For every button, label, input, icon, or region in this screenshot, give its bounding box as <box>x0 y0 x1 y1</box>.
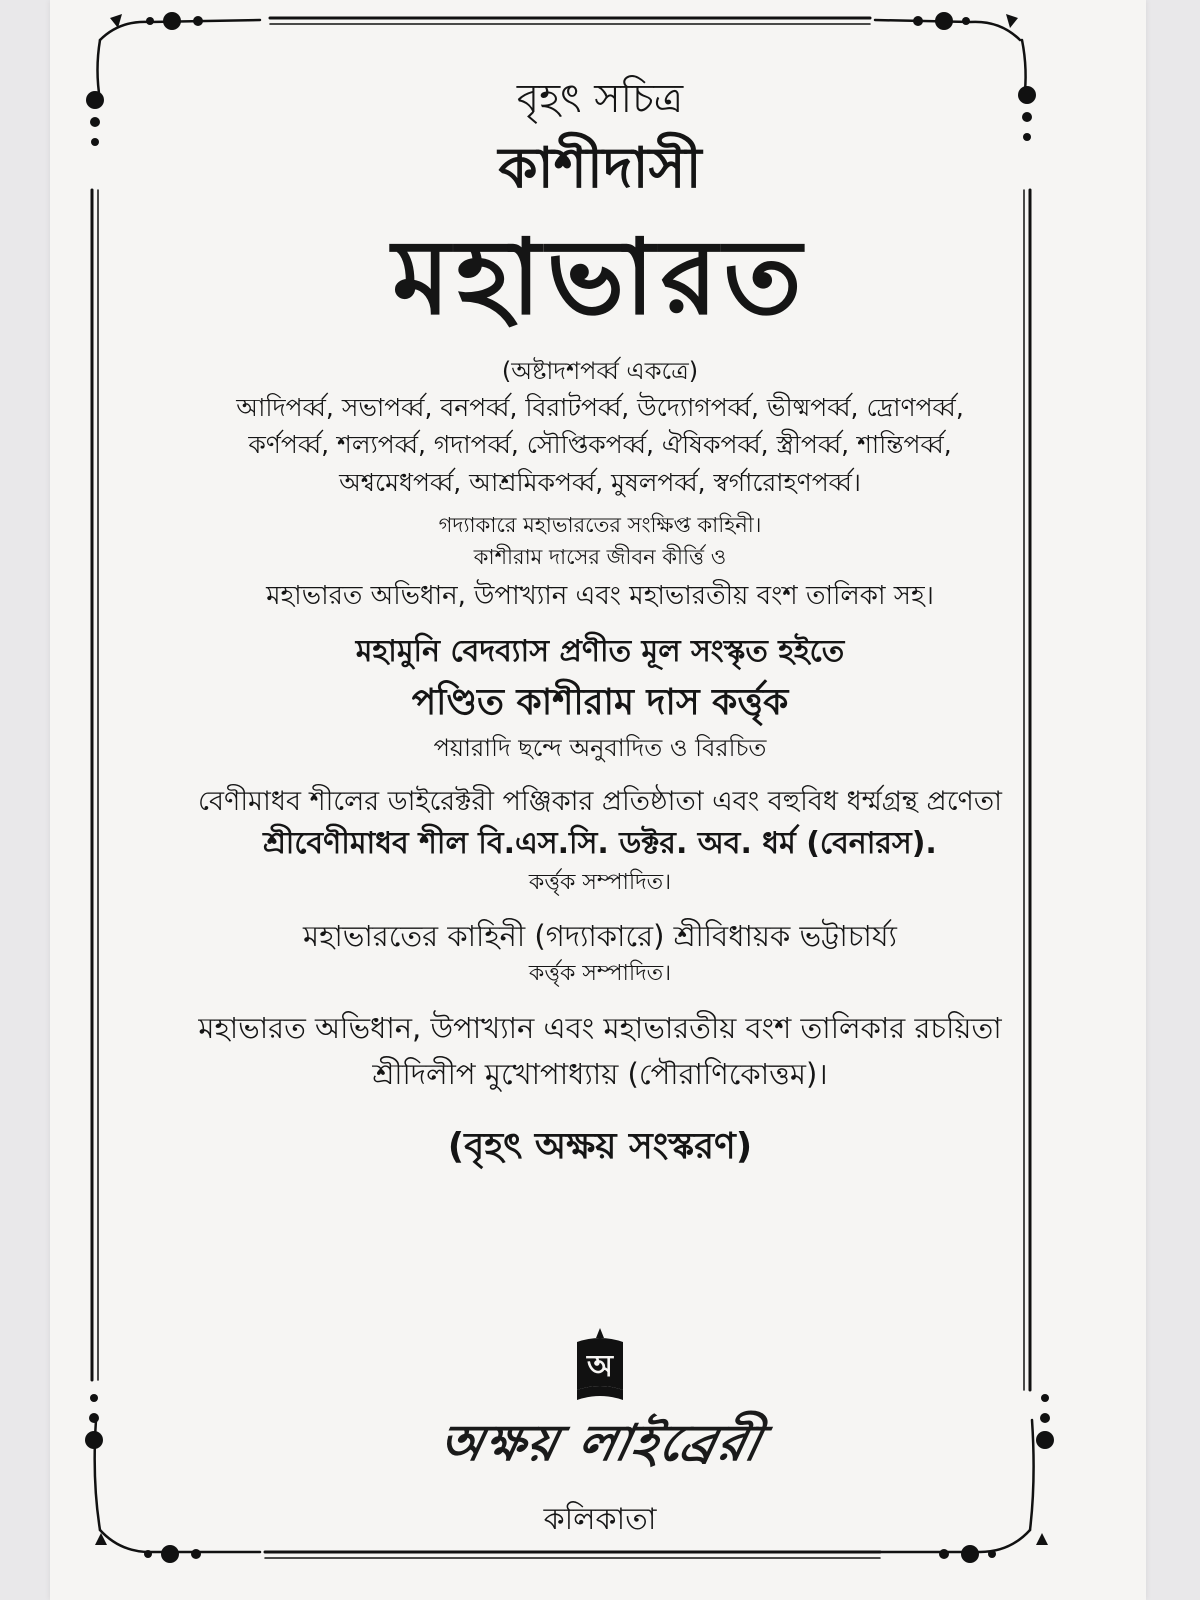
parvas-heading: (অষ্টাদশপর্ব্ব একত্রে) <box>501 357 699 385</box>
editor2-description: মহাভারতের কাহিনী (গদ্যাকারে) শ্রীবিধায়ক ভট্টাচার্য্য <box>303 919 897 953</box>
source-line: মহামুনি বেদব্যাস প্রণীত মূল সংস্কৃত হইতে <box>355 633 845 669</box>
publisher-block <box>0 1328 1200 1546</box>
editor3-description: মহাভারত অভিধান, উপাখ্যান এবং মহাভারতীয় বংশ তালিকার রচয়িতা <box>198 1010 1002 1045</box>
parvas-line: অশ্বমেধপর্ব্ব, আশ্রমিকপর্ব্ব, মুষলপর্ব্ব, স্বর্গারোহণপর্ব্ব। <box>339 467 861 497</box>
book-subtitle: বৃহৎ সচিত্র <box>516 76 684 122</box>
extras-line: গদ্যাকারে মহাভারতের সংক্ষিপ্ত কাহিনী। <box>438 512 762 537</box>
verse-line: পয়ারাদি ছন্দে অনুবাদিত ও বিরচিত <box>433 734 767 763</box>
editor2-role: কর্ত্তৃক সম্পাদিত। <box>528 961 672 987</box>
book-title: মহাভারত <box>392 216 808 338</box>
editor1-name: শ্রীবেণীমাধব শীল বি.এস.সি. ডক্টর. অব. ধর্ম (বেনারস). <box>263 826 937 861</box>
extras-line: মহাভারত অভিধান, উপাখ্যান এবং মহাভারতীয় বংশ তালিকা সহ। <box>266 581 934 612</box>
parvas-line: কর্ণপর্ব্ব, শল্যপর্ব্ব, গদাপর্ব্ব, সৌপ্তিকপর্ব্ব, ঐষিকপর্ব্ব, স্ত্রীপর্ব্ব, শান্তিপর্ব্ব, <box>248 430 952 460</box>
publisher-city: কলিকাতা <box>543 1502 657 1537</box>
author-line: পণ্ডিত কাশীরাম দাস কর্ত্তৃক <box>411 682 789 724</box>
parvas-line: আদিপর্ব্ব, সভাপর্ব্ব, বনপর্ব্ব, বিরাটপর্ব্ব, উদ্যোগপর্ব্ব, ভীষ্মপর্ব্ব, দ্রোণপর্ব্ব, <box>236 393 964 422</box>
extras-line: কাশীরাম দাসের জীবন কীর্ত্তি ও <box>473 545 727 569</box>
svg-text:অ: অ <box>587 1349 613 1384</box>
title-page-content <box>120 70 1080 1169</box>
edition-label: (বৃহৎ অক্ষয় সংস্করণ) <box>447 1126 753 1168</box>
editor3-name: শ্রীদিলীপ মুখোপাধ্যায় (পৌরাণিকোত্তম)। <box>372 1057 828 1091</box>
editor1-role: কর্ত্তৃক সম্পাদিত। <box>528 869 672 895</box>
publisher-book-logo-icon <box>565 1328 635 1408</box>
editor1-description: বেণীমাধব শীলের ডাইরেক্টরী পঞ্জিকার প্রতিষ্ঠাতা এবং বহুবিধ ধর্ম্মগ্রন্থ প্রণেতা <box>198 786 1002 818</box>
book-author-epithet: কাশীদাসী <box>498 136 702 201</box>
publisher-name: অক্ষয় লাইব্রেরী <box>433 1413 769 1472</box>
